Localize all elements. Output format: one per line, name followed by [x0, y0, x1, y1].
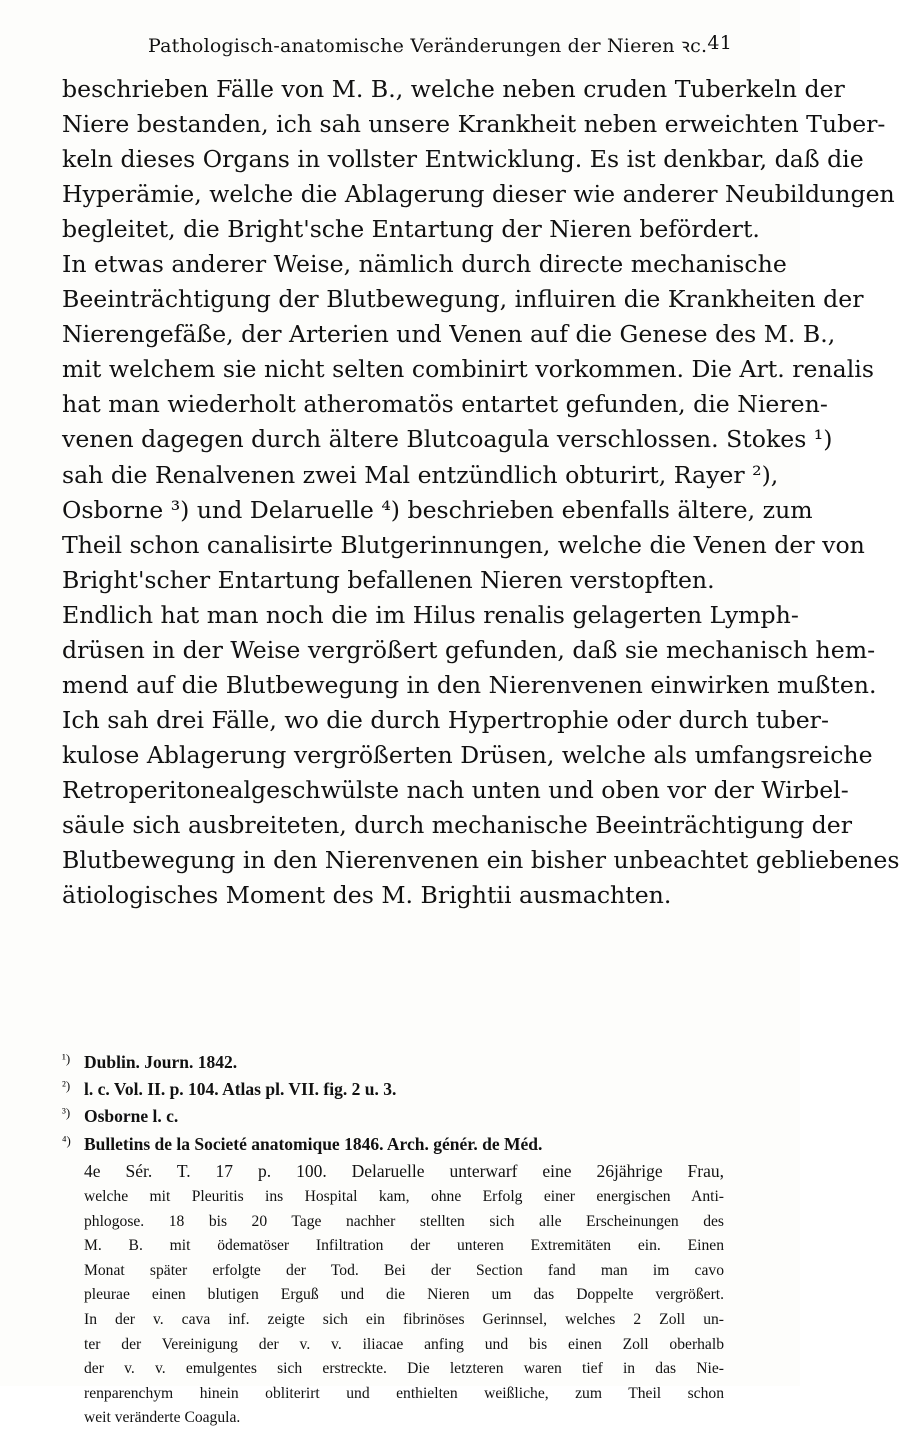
text-line: sah die Renalvenen zwei Mal entzündlich obturirt, Rayer ²),	[62, 460, 779, 489]
footnote-line: renparenchym hinein obliterirt und enthielten weißliche, zum Theil schon	[84, 1384, 724, 1402]
text-line: mend auf die Blutbewegung in den Nierenvenen einwirken mußten.	[62, 670, 877, 699]
footnote-line: ter der Vereinigung der v. v. iliacae anfing und bis einen Zoll oberhalb	[84, 1335, 724, 1353]
text-line: Osborne ³) und Delaruelle ⁴) beschrieben ebenfalls ältere, zum	[62, 495, 813, 524]
footnote-line: weit veränderte Coagula.	[84, 1409, 241, 1427]
text-line: Blutbewegung in den Nierenvenen ein bisher unbeachtet gebliebenes	[62, 846, 899, 875]
footnote-line: In der v. cava inf. zeigte sich ein fibrinöses Gerinnsel, welches 2 Zoll un-	[84, 1310, 724, 1328]
text-line: mit welchem sie nicht selten combinirt vorkommen. Die Art. renalis	[62, 355, 874, 384]
footnote-line: welche mit Pleuritis ins Hospital kam, ohne Erfolg einer energischen Anti-	[84, 1188, 724, 1206]
text-line: keln dieses Organs in vollster Entwicklung. Es ist denkbar, daß die	[62, 145, 864, 174]
text-line: begleitet, die Bright'sche Entartung der Nieren befördert.	[62, 215, 760, 244]
footnote-4-body	[62, 1158, 724, 1431]
footnote-line: der v. v. emulgentes sich erstreckte. Die letzteren waren tief in das Nie-	[84, 1360, 724, 1378]
footnote-line: phlogose. 18 bis 20 Tage nachher stellten sich alle Erscheinungen des	[84, 1212, 724, 1230]
footnote-text: l. c. Vol. II. p. 104. Atlas pl. VII. fig. 2 u. 3.	[84, 1079, 397, 1100]
text-line: hat man wiederholt atheromatös entartet gefunden, die Nieren-	[62, 390, 828, 419]
text-line: ätiologisches Moment des M. Brightii ausmachten.	[62, 881, 672, 910]
text-line: Ich sah drei Fälle, wo die durch Hypertrophie oder durch tuber-	[62, 705, 829, 734]
text-line: säule sich ausbreiteten, durch mechanische Beeinträchtigung der	[62, 810, 853, 839]
footnote-marker: ³)	[62, 1105, 71, 1121]
footnote-4	[62, 1131, 724, 1158]
running-head	[62, 28, 732, 58]
footnote-2	[62, 1076, 724, 1103]
text-line: Retroperitonealgeschwülste nach unten und oben vor der Wirbel-	[62, 775, 849, 804]
text-line: Beeinträchtigung der Blutbewegung, influiren die Krankheiten der	[62, 285, 864, 314]
text-line: Niere bestanden, ich sah unsere Krankheit neben erweichten Tuber-	[62, 110, 886, 139]
footnote-text: Osborne l. c.	[84, 1106, 179, 1127]
text-line: beschrieben Fälle von M. B., welche neben cruden Tuberkeln der	[62, 75, 845, 103]
footnote-marker: ²)	[62, 1078, 71, 1094]
footnote-line: pleurae einen blutigen Erguß und die Nieren um das Doppelte vergrößert.	[84, 1286, 724, 1304]
text-line: Endlich hat man noch die im Hilus renalis gelagerten Lymph-	[62, 600, 799, 629]
footnote-text: Bulletins de la Societé anatomique 1846. Arch. génér. de Méd.	[84, 1133, 543, 1154]
text-line: kulose Ablagerung vergrößerten Drüsen, welche als umfangsreiche	[62, 740, 873, 769]
footnote-text: Dublin. Journ. 1842.	[84, 1052, 238, 1072]
text-line: Bright'scher Entartung befallenen Nieren verstopften.	[62, 565, 715, 594]
footnote-line: Monat später erfolgte der Tod. Bei der Section fand man im cavo	[84, 1261, 724, 1279]
text-line: venen dagegen durch ältere Blutcoagula verschlossen. Stokes ¹)	[62, 425, 833, 454]
text-line: In etwas anderer Weise, nämlich durch directe mechanische	[62, 250, 787, 279]
footnote-marker: ¹)	[62, 1051, 71, 1066]
text-line: Theil schon canalisirte Blutgerinnungen, welche die Venen der von	[62, 530, 865, 559]
page-number: 41	[707, 32, 732, 54]
text-line: Nierengefäße, der Arterien und Venen auf die Genese des M. B.,	[62, 320, 836, 349]
footnote-line: M. B. mit ödematöser Infiltration der unteren Extremitäten ein. Einen	[84, 1237, 724, 1255]
footnote-line: 4e Sér. T. 17 p. 100. Delaruelle unterwarf eine 26jährige Frau,	[84, 1160, 724, 1181]
running-head-title: Pathologisch-anatomische Veränderungen der Nieren ꝛc.	[148, 35, 708, 57]
footnote-3	[62, 1103, 724, 1130]
text-line: Hyperämie, welche die Ablagerung dieser wie anderer Neubildungen	[62, 180, 895, 209]
text-line: drüsen in der Weise vergrößert gefunden, daß sie mechanisch hem-	[62, 635, 876, 664]
footnote-marker: ⁴)	[62, 1132, 71, 1148]
footnote-1	[62, 1049, 724, 1076]
footnotes	[62, 1049, 724, 1431]
main-text	[62, 72, 899, 913]
